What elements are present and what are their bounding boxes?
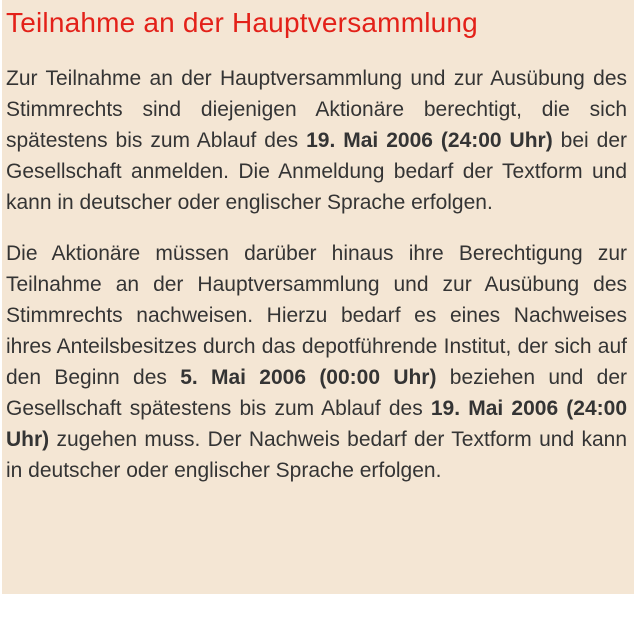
page-title: Teilnahme an der Hauptversammlung	[6, 7, 478, 38]
paragraph-proof-of-shareholding: Die Aktionäre müssen darüber hinaus ihre Berechtigung zur Teilnahme an der Hauptversammlung und zur Ausübung des Stimmrechts nachweisen. Hierzu bedarf es eines Nachweises ihres Anteilsbesitzes durch das depotführende Institut, der sich auf den Beginn des 5. Mai 2006 (00:00 Uhr) beziehen und der Gesellschaft spätestens bis zum Ablauf des 19. Mai 2006 (24:00 Uhr) zugehen muss. Der Nachweis bedarf der Textform und kann in deutscher oder englischer Sprache erfolgen.	[6, 242, 628, 482]
paragraph-registration: Zur Teilnahme an der Hauptversammlung und zur Ausübung des Stimmrechts sind diejenigen Aktionäre berechtigt, die sich spätestens bis zum Ablauf des 19. Mai 2006 (24:00 Uhr) bei der Gesellschaft anmelden. Die Anmeldung bedarf der Textform und kann in deutscher oder englischer Sprache erfolgen.	[6, 67, 628, 214]
notice-panel	[2, 0, 634, 594]
